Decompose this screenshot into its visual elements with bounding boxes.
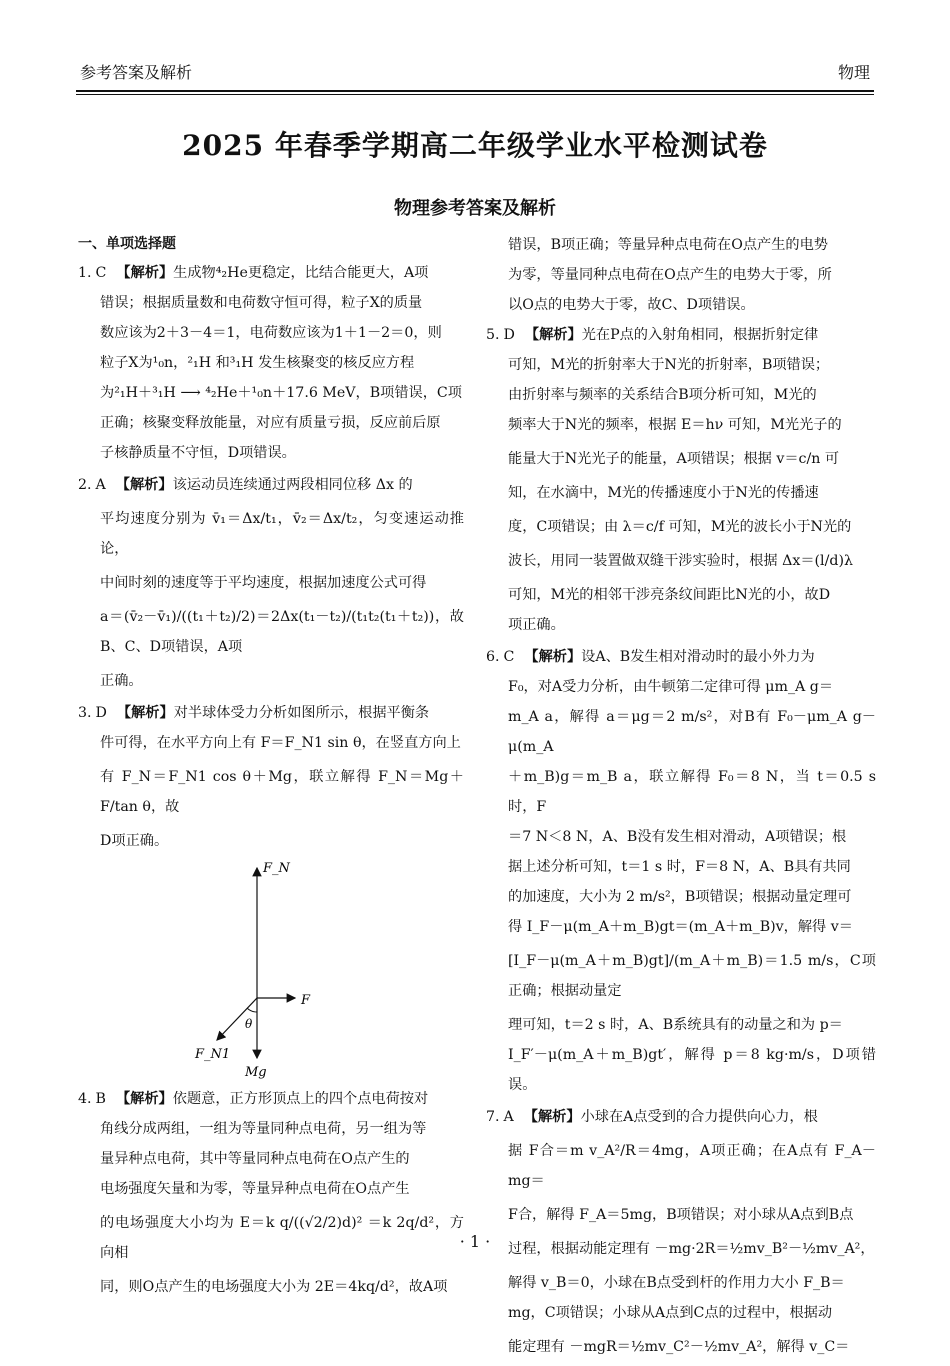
text-line: 子核静质量不守恒，D项错误。 [100,445,296,461]
text-line: 电场强度矢量和为零，等量异种点电荷在O点产生 [100,1181,410,1197]
page-subtitle: 物理参考答案及解析 [394,198,556,219]
text-line: F合，解得 F_A＝5mg，B项错误；对小球从A点到B点 [508,1207,854,1223]
text-line: 错误，B项正确；等量异种点电荷在O点产生的电势 [508,237,828,253]
formula-line: 同，则O点产生的电场强度大小为 2E＝4kq/d²，故A项 [100,1279,448,1295]
answer-letter: D [503,327,515,343]
theta-arc [247,1008,257,1012]
question-2 [78,470,464,696]
text-line: 由折射率与频率的关系结合B项分析可知，M光的 [508,387,817,403]
text-line: 对半球体受力分析如图所示，根据平衡条 [173,705,430,721]
force-diagram [191,858,351,1080]
question-number: 7. [486,1109,500,1125]
text-line: 错误；根据质量数和电荷数守恒可得，粒子X的质量 [100,295,423,311]
text-line: 生成物⁴₂He更稳定，比结合能更大，A项 [173,265,429,281]
answer-letter: B [95,1091,106,1107]
theta-label: θ [245,1017,253,1031]
mg-label: Mg [245,1065,267,1080]
text-line: 数应该为2＋3－4＝1，电荷数应该为1＋1－2＝0，则 [100,325,442,341]
text-line: 理可知，t＝2 s 时，A、B系统具有的动量之和为 p＝ [508,1017,843,1033]
answer-letter: C [95,265,107,281]
formula-line: 据 F合＝m v_A²/R＝4mg，A项正确；在A点有 F_A－mg＝ [508,1143,876,1189]
page-number: · 1 · [459,1232,491,1251]
question-number: 2. [78,477,92,493]
analysis-tag: 【解析】 [116,265,174,281]
analysis-tag: 【解析】 [116,705,174,721]
text-line: ＋m_B)g＝m_B a，联立解得 F₀＝8 N，当 t＝0.5 s 时，F [508,769,876,815]
text-line: 为零，等量同种点电荷在O点产生的电势大于零，所 [508,267,832,283]
question-4-continuation [486,230,876,320]
page-title: 2025 年春季学期高二年级学业水平检测试卷 [182,129,768,162]
formula-line: [I_F－μ(m_A＋m_B)gt]/(m_A＋m_B)＝1.5 m/s，C项正确；根据动量定 [508,953,876,999]
question-number: 1. [78,265,92,281]
text-line: 光在P点的入射角相同，根据折射定律 [581,327,819,343]
text-line: 的加速度，大小为 2 m/s²，B项错误；根据动量定理可 [508,889,852,905]
text-line: 项正确。 [508,617,565,633]
formula-line: 的电场强度大小均为 E＝k q/((√2/2)d)² ＝k 2q/d²，方向相 [100,1215,464,1261]
text-line: 件可得，在水平方向上有 F＝F_N1 sin θ，在竖直方向上 [100,735,461,751]
formula-line: 能定理有 －mgR＝½mv_C²－½mv_A²，解得 v_C＝ [508,1339,850,1355]
text-line: ＝7 N＜8 N，A、B没有发生相对滑动，A项错误；根 [508,829,847,845]
text-line: 为²₁H＋³₁H ⟶ ⁴₂He＋¹₀n＋17.6 MeV，B项错误，C项 [100,385,462,401]
question-6 [486,642,876,1100]
text-line: 可知，M光的相邻干涉亮条纹间距比N光的小，故D [508,587,831,603]
question-5 [486,320,876,640]
question-4 [78,1084,464,1302]
text-line: 依题意，正方形顶点上的四个点电荷按对 [172,1091,429,1107]
text-line: 得 I_F－μ(m_A＋m_B)gt＝(m_A＋m_B)v，解得 v＝ [508,919,853,935]
header-rule [76,90,874,92]
text-line: 能量大于N光光子的能量，A项错误；根据 v＝c/n 可 [508,451,840,467]
text-line: 据上述分析可知，t＝1 s 时，F＝8 N，A、B具有共同 [508,859,851,875]
text-line: mg，C项错误；小球从A点到C点的过程中，根据动 [508,1305,833,1321]
formula-line: 有 F_N＝F_N1 cos θ＋Mg，联立解得 F_N＝Mg＋F/tan θ，故 [100,769,464,815]
text-line: 平均速度分别为 v̄₁＝Δx/t₁，v̄₂＝Δx/t₂，匀变速运动推论， [100,511,464,557]
question-number: 5. [486,327,500,343]
text-line: D项正确。 [100,833,169,849]
header-left: 参考答案及解析 [80,63,193,82]
header-rule-thin [76,94,874,95]
text-line: 正确。 [100,673,143,689]
analysis-tag: 【解析】 [523,1109,581,1125]
formula-line: a＝(v̄₂－v̄₁)/((t₁＋t₂)/2)＝2Δx(t₁－t₂)/(t₁t₂(t₁＋t₂))，故B、C、D项错误，A项 [100,609,464,655]
right-column [486,230,876,1366]
answer-letter: C [503,649,515,665]
question-number: 4. [78,1091,92,1107]
text-line: m_A a，解得 a＝μg＝2 m/s²，对B有 F₀－μm_A g－μ(m_A [508,709,876,755]
fn1-label: F_N1 [195,1047,231,1062]
f-label: F [301,993,311,1008]
text-line: 中间时刻的速度等于平均速度，根据加速度公式可得 [100,575,427,591]
text-line: 度，C项错误；由 λ＝c/f 可知，M光的波长小于N光的 [508,519,852,535]
text-line: 波长，用同一装置做双缝干涉实验时，根据 Δx＝(l/d)λ [508,553,853,569]
text-line: 知，在水滴中，M光的传播速度小于N光的传播速 [508,485,819,501]
text-line: 粒子X为¹₀n，²₁H 和³₁H 发生核聚变的核反应方程 [100,355,415,371]
answer-letter: A [95,477,106,493]
text-line: 设A、B发生相对滑动时的最小外力为 [581,649,815,665]
analysis-tag: 【解析】 [524,649,582,665]
text-line: I_F′－μ(m_A＋m_B)gt′，解得 p＝8 kg·m/s，D项错误。 [508,1047,876,1093]
header-right: 物理 [837,63,870,82]
analysis-tag: 【解析】 [115,477,173,493]
answer-letter: D [95,705,107,721]
text-line: 量异种点电荷，其中等量同种点电荷在O点产生的 [100,1151,410,1167]
text-line: 该运动员连续通过两段相同位移 Δx 的 [172,477,413,493]
question-3 [78,698,464,856]
formula-line: 过程，根据动能定理有 －mg·2R＝½mv_B²－½mv_A²， [508,1241,875,1257]
text-line: F₀，对A受力分析，由牛顿第二定律可得 μm_A g＝ [508,679,834,695]
left-column [78,230,464,1306]
text-line: 角线分成两组，一组为等量同种点电荷，另一组为等 [100,1121,427,1137]
analysis-tag: 【解析】 [524,327,582,343]
section-heading: 一、单项选择题 [78,236,176,252]
question-number: 3. [78,705,92,721]
text-line: 以O点的电势大于零，故C、D项错误。 [508,297,755,313]
question-1 [78,258,464,468]
text-line: 可知，M光的折射率大于N光的折射率，B项错误； [508,357,830,373]
answer-letter: A [503,1109,514,1125]
question-number: 6. [486,649,500,665]
text-line: 解得 v_B＝0，小球在B点受到杆的作用力大小 F_B＝ [508,1275,845,1291]
text-line: 小球在A点受到的合力提供向心力，根 [580,1109,818,1125]
fn-label: F_N [263,861,290,876]
analysis-tag: 【解析】 [115,1091,173,1107]
text-line: 频率大于N光的频率，根据 E＝hν 可知，M光光子的 [508,417,842,433]
text-line: 正确；核聚变释放能量，对应有质量亏损，反应前后原 [100,415,441,431]
